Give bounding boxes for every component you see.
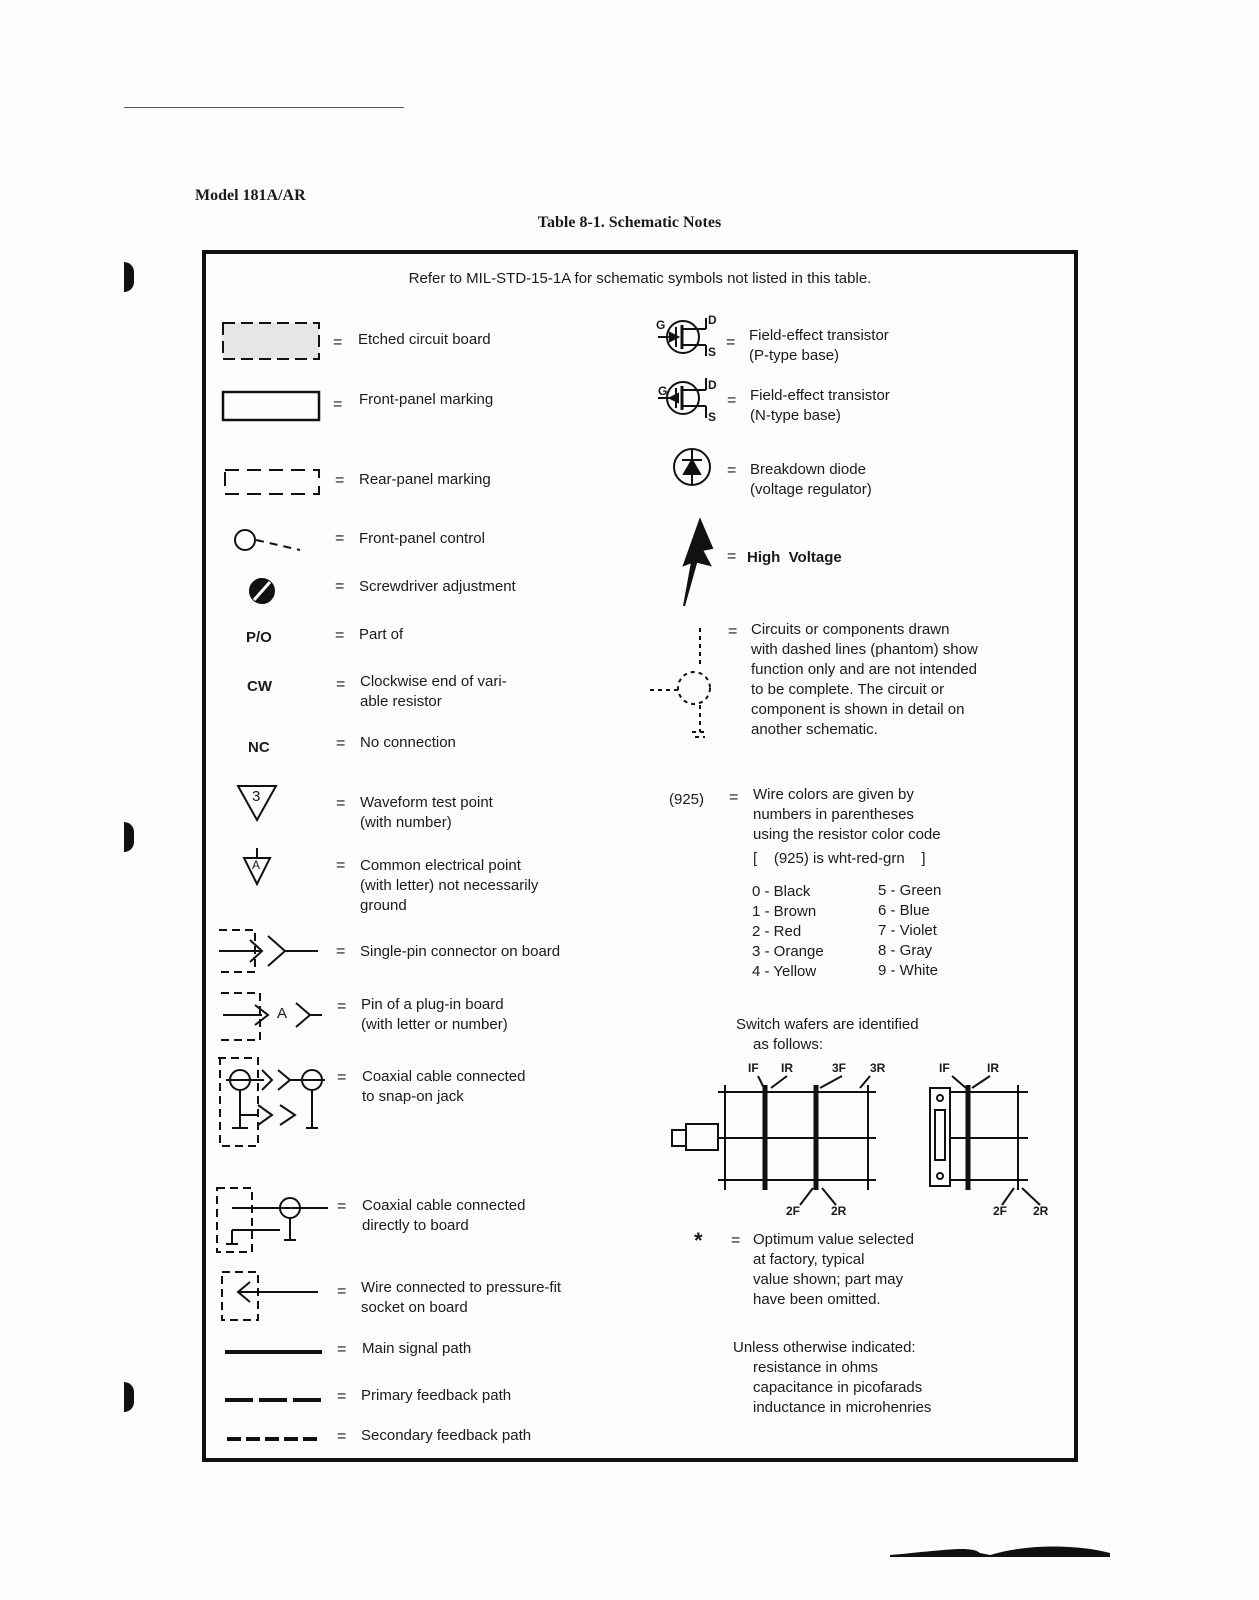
primary-feedback-desc: Primary feedback path <box>361 1387 512 1404</box>
phantom-circuit-icon <box>650 628 710 737</box>
switch-wafer-desc-2: as follows: <box>753 1036 824 1053</box>
color-code: 7 - Violet <box>878 922 937 939</box>
phantom-desc-2: with dashed lines (phantom) show <box>751 641 978 658</box>
equals-sign: = <box>333 396 343 413</box>
equals-sign: = <box>727 392 737 409</box>
equals-sign: = <box>336 943 346 960</box>
model-header: Model 181A/AR <box>195 187 306 204</box>
equals-sign: = <box>337 1283 347 1300</box>
wafer-label: 3F <box>832 1061 847 1075</box>
high-voltage-icon <box>684 520 712 606</box>
optimum-desc-1: Optimum value selected <box>753 1231 914 1248</box>
color-code: 0 - Black <box>752 883 811 900</box>
phantom-desc-4: to be complete. The circuit or <box>751 681 945 698</box>
units-line: inductance in microhenries <box>753 1399 932 1416</box>
equals-sign: = <box>729 789 739 806</box>
color-code: 8 - Gray <box>878 942 933 959</box>
breakdown-diode-icon <box>674 449 710 485</box>
coax-direct-desc-2: directly to board <box>362 1217 469 1234</box>
equals-sign: = <box>335 578 345 595</box>
single-pin-desc: Single-pin connector on board <box>360 943 561 960</box>
equals-sign: = <box>337 998 347 1015</box>
wafer-label: 2F <box>786 1204 801 1218</box>
refer-note: Refer to MIL-STD-15-1A for schematic symbols not listed in this table. <box>408 270 872 287</box>
fet-p-source-label: S <box>708 345 717 359</box>
fet-n-desc-1: Field-effect transistor <box>750 387 890 404</box>
switch-wafer-side-icon <box>672 1076 876 1205</box>
equals-sign: = <box>337 1428 347 1445</box>
phantom-desc-3: function only and are not intended <box>751 661 978 678</box>
equals-sign: = <box>335 472 345 489</box>
color-code-list-left <box>752 882 824 982</box>
fet-n-source-label: S <box>708 410 717 424</box>
equals-sign: = <box>336 857 346 874</box>
switch-wafer-front-icon <box>930 1076 1040 1205</box>
wafer-label: IR <box>781 1061 793 1075</box>
wafer-label: IR <box>987 1061 999 1075</box>
phantom-desc-6: another schematic. <box>751 721 878 738</box>
equals-sign: = <box>336 676 346 693</box>
color-code: 9 - White <box>878 962 939 979</box>
fet-p-desc-2: (P-type base) <box>749 347 840 364</box>
equals-sign: = <box>727 462 737 479</box>
coax-direct-desc-1: Coaxial cable connected <box>362 1197 526 1214</box>
common-point-desc-2: (with letter) not necessarily <box>360 877 539 894</box>
equals-sign: = <box>337 1198 347 1215</box>
equals-sign: = <box>336 735 346 752</box>
plug-in-pin-desc-1: Pin of a plug-in board <box>361 996 504 1013</box>
front-panel-marking-desc: Front-panel marking <box>359 391 494 408</box>
color-code: 3 - Orange <box>752 943 824 960</box>
color-code: 6 - Blue <box>878 902 930 919</box>
plug-in-pin-letter: A <box>277 1005 288 1022</box>
clockwise-desc-2: able resistor <box>360 693 442 710</box>
waveform-desc-1: Waveform test point <box>360 794 493 811</box>
optimum-desc-4: have been omitted. <box>753 1291 881 1308</box>
common-point-desc-1: Common electrical point <box>360 857 521 874</box>
color-code: 2 - Red <box>752 923 802 940</box>
common-point-letter: A <box>252 858 261 872</box>
equals-sign: = <box>727 548 737 565</box>
part-of-desc: Part of <box>359 626 404 643</box>
equals-sign: = <box>337 1388 347 1405</box>
equals-sign: = <box>337 1341 347 1358</box>
units-line: capacitance in picofarads <box>753 1379 923 1396</box>
fet-p-drain-label: D <box>708 313 717 327</box>
scan-smudge <box>880 1535 1120 1565</box>
waveform-number: 3 <box>252 788 261 805</box>
front-panel-control-desc: Front-panel control <box>359 530 485 547</box>
equals-sign: = <box>335 627 345 644</box>
secondary-feedback-desc: Secondary feedback path <box>361 1427 532 1444</box>
color-code: 5 - Green <box>878 882 942 899</box>
pressure-fit-desc-2: socket on board <box>361 1299 468 1316</box>
optimum-desc-3: value shown; part may <box>753 1271 904 1288</box>
wire-color-symbol: (925) <box>669 791 705 808</box>
part-of-symbol: P/O <box>246 629 272 646</box>
wire-color-desc-1: Wire colors are given by <box>753 786 914 803</box>
fet-n-desc-2: (N-type base) <box>750 407 841 424</box>
switch-wafer-desc-1: Switch wafers are identified <box>736 1016 919 1033</box>
phantom-desc-1: Circuits or components drawn <box>751 621 950 638</box>
pressure-fit-desc-1: Wire connected to pressure-fit <box>361 1279 562 1296</box>
no-connection-symbol: NC <box>248 739 270 756</box>
coax-snap-desc-1: Coaxial cable connected <box>362 1068 526 1085</box>
equals-sign: = <box>337 1069 347 1086</box>
no-connection-desc: No connection <box>360 734 456 751</box>
plug-in-pin-desc-2: (with letter or number) <box>361 1016 508 1033</box>
clockwise-symbol: CW <box>247 678 272 695</box>
fet-p-desc-1: Field-effect transistor <box>749 327 889 344</box>
color-code: 4 - Yellow <box>752 963 817 980</box>
optimum-desc-2: at factory, typical <box>753 1251 865 1268</box>
phantom-desc-5: component is shown in detail on <box>751 701 965 718</box>
diode-desc-1: Breakdown diode <box>750 461 866 478</box>
wire-color-desc-2: numbers in parentheses <box>753 806 914 823</box>
optimum-symbol: * <box>694 1228 703 1253</box>
coax-snap-desc-2: to snap-on jack <box>362 1088 464 1105</box>
rear-panel-marking-desc: Rear-panel marking <box>359 471 491 488</box>
fet-n-gate-label: G <box>658 384 668 398</box>
high-voltage-desc: High Voltage <box>747 549 842 566</box>
wafer-label: IF <box>939 1061 950 1075</box>
wafer-label: 2R <box>1033 1204 1049 1218</box>
wire-color-example: [ (925) is wht-red-grn ] <box>753 850 926 867</box>
equals-sign: = <box>731 1232 741 1249</box>
wafer-label: 2R <box>831 1204 847 1218</box>
color-code: 1 - Brown <box>752 903 817 920</box>
equals-sign: = <box>335 530 345 547</box>
wafer-label: 3R <box>870 1061 886 1075</box>
table-title: Table 8-1. Schematic Notes <box>537 214 722 231</box>
clockwise-desc-1: Clockwise end of vari- <box>360 673 507 690</box>
equals-sign: = <box>336 795 346 812</box>
wafer-label: IF <box>748 1061 759 1075</box>
screwdriver-adjust-desc: Screwdriver adjustment <box>359 578 516 595</box>
common-point-desc-3: ground <box>360 897 407 914</box>
diode-desc-2: (voltage regulator) <box>750 481 872 498</box>
color-code-list-right <box>878 881 941 981</box>
fet-p-gate-label: G <box>656 318 666 332</box>
units-line: resistance in ohms <box>753 1359 879 1376</box>
main-path-desc: Main signal path <box>362 1340 472 1357</box>
wafer-label: 2F <box>993 1204 1008 1218</box>
units-heading: Unless otherwise indicated: <box>733 1339 916 1356</box>
equals-sign: = <box>728 623 738 640</box>
equals-sign: = <box>333 334 343 351</box>
waveform-desc-2: (with number) <box>360 814 452 831</box>
fet-n-drain-label: D <box>708 378 717 392</box>
etched-board-desc: Etched circuit board <box>358 331 491 348</box>
wire-color-desc-3: using the resistor color code <box>753 826 941 843</box>
equals-sign: = <box>726 334 736 351</box>
